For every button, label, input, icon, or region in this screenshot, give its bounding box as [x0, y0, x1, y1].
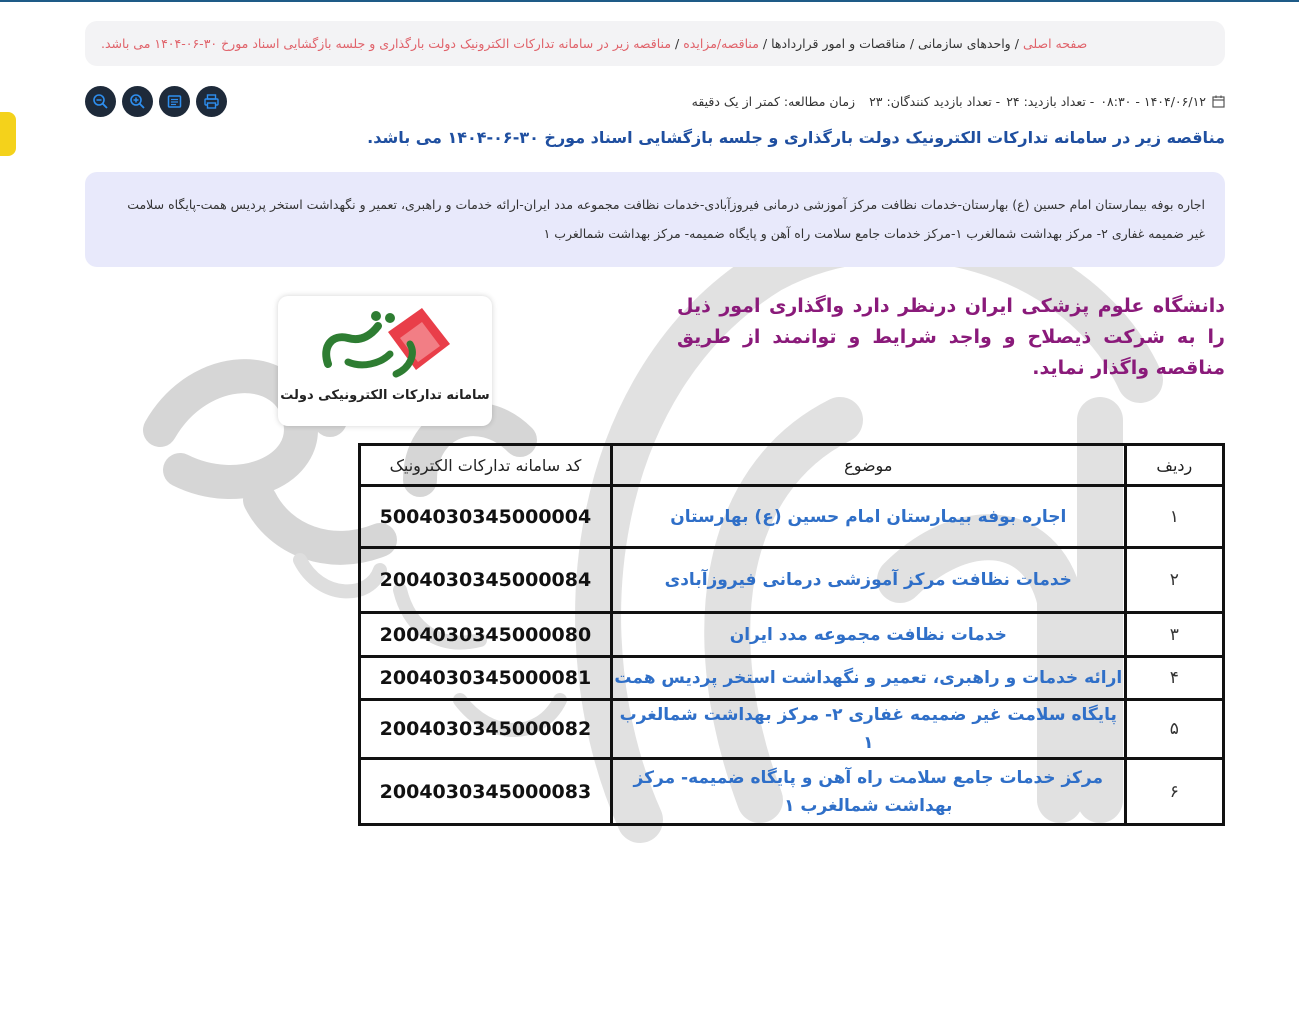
header-code: کد سامانه تدارکات الکترونیک — [360, 445, 612, 486]
summary-box — [85, 172, 1225, 267]
header-subject: موضوع — [611, 445, 1125, 486]
table-row — [360, 700, 1224, 759]
table-row — [360, 759, 1224, 825]
row-subject-link[interactable]: اجاره بوفه بیمارستان امام حسین (ع) بهارستان — [611, 486, 1125, 548]
breadcrumb-home[interactable]: صفحه اصلی — [1022, 36, 1088, 51]
row-subject-link[interactable]: خدمات نظافت مجموعه مدد ایران — [611, 613, 1125, 657]
row-code: 2004030345000083 — [360, 759, 612, 825]
zoom-in-icon — [129, 93, 146, 110]
pdf-icon — [166, 93, 183, 110]
breadcrumb-separator: / — [675, 36, 680, 51]
tenders-table — [358, 443, 1225, 826]
summary-line-1: اجاره بوفه بیمارستان امام حسین (ع) بهارستان-خدمات نظافت مرکز آموزشی درمانی فیروزآبادی-خدمات نظافت مجموعه مدد ایران-ارائه خدمات و راهبری، تعمیر و نگهداشت استخر پردیس همت-پایگاه سلامت — [127, 197, 1205, 212]
row-code: 2004030345000081 — [360, 657, 612, 700]
breadcrumb-contracts[interactable]: مناقصات و امور قراردادها — [771, 36, 906, 51]
table-header-row — [360, 445, 1224, 486]
summary-line-2: غیر ضمیمه غفاری ۲- مرکز بهداشت شمالغرب ۱-مرکز خدمات جامع سلامت راه آهن و پایگاه ضمیمه- مرکز بهداشت شمالغرب ۱ — [543, 226, 1205, 241]
zoom-in-button[interactable] — [122, 86, 153, 117]
side-tab[interactable] — [0, 112, 16, 156]
row-subject-link[interactable]: ارائه خدمات و راهبری، تعمیر و نگهداشت استخر پردیس همت — [611, 657, 1125, 700]
breadcrumb — [85, 21, 1225, 66]
row-number: ۴ — [1125, 657, 1223, 700]
intro-text: دانشگاه علوم پزشکی ایران درنظر دارد واگذاری امور ذیل را به شرکت ذیصلاح و واجد شرایط و توانمند از طریق مناقصه واگذار نماید. — [677, 295, 1225, 379]
breadcrumb-current: مناقصه زیر در سامانه تدارکات الکترونیک دولت بارگذاری و جلسه بازگشایی اسناد مورخ ۳۰-۰۶-۱۴۰۴ می باشد. — [101, 36, 672, 51]
visitor-count: - تعداد بازدید کنندگان: ۲۳ — [869, 94, 1001, 109]
row-number: ۵ — [1125, 700, 1223, 759]
publish-date: ۱۴۰۴/۰۶/۱۲ - ۰۸:۳۰ — [1100, 94, 1206, 109]
table-row — [360, 613, 1224, 657]
row-code: 5004030345000004 — [360, 486, 612, 548]
row-code: 2004030345000084 — [360, 548, 612, 613]
zoom-out-button[interactable] — [85, 86, 116, 117]
reading-time: زمان مطالعه: کمتر از یک دقیقه — [691, 94, 856, 109]
breadcrumb-units[interactable]: واحدهای سازمانی — [918, 36, 1011, 51]
row-code: 2004030345000080 — [360, 613, 612, 657]
setad-logo-card — [278, 296, 492, 426]
print-button[interactable] — [196, 86, 227, 117]
breadcrumb-separator: / — [1014, 36, 1019, 51]
row-subject-link[interactable]: خدمات نظافت مرکز آموزشی درمانی فیروزآبادی — [611, 548, 1125, 613]
setad-logo-icon — [318, 304, 452, 386]
breadcrumb-separator: / — [909, 36, 915, 51]
article-toolbar — [85, 86, 227, 117]
header-row-number: ردیف — [1125, 445, 1223, 486]
row-subject-link[interactable]: مرکز خدمات جامع سلامت راه آهن و پایگاه ضمیمه- مرکز بهداشت شمالغرب ۱ — [611, 759, 1125, 825]
row-number: ۳ — [1125, 613, 1223, 657]
table-row — [360, 486, 1224, 548]
breadcrumb-separator: / — [762, 36, 768, 51]
view-count: - تعداد بازدید: ۲۴ — [1006, 94, 1095, 109]
row-subject-link[interactable]: پایگاه سلامت غیر ضمیمه غفاری ۲- مرکز بهداشت شمالغرب ۱ — [611, 700, 1125, 759]
table-row — [360, 548, 1224, 613]
page-title: مناقصه زیر در سامانه تدارکات الکترونیک دولت بارگذاری و جلسه بازگشایی اسناد مورخ ۳۰-۰۶-۱۴۰۴ می باشد. — [367, 128, 1225, 147]
breadcrumb-tenders[interactable]: مناقصه/مزایده — [683, 36, 759, 51]
row-number: ۲ — [1125, 548, 1223, 613]
zoom-out-icon — [92, 93, 109, 110]
row-code: 2004030345000082 — [360, 700, 612, 759]
row-number: ۶ — [1125, 759, 1223, 825]
article-meta — [692, 94, 1225, 109]
logo-caption: سامانه تدارکات الکترونیکی دولت — [280, 388, 490, 403]
pdf-button[interactable] — [159, 86, 190, 117]
row-number: ۱ — [1125, 486, 1223, 548]
calendar-icon — [1212, 95, 1225, 108]
top-accent-line — [0, 0, 1299, 2]
print-icon — [203, 93, 220, 110]
table-row — [360, 657, 1224, 700]
